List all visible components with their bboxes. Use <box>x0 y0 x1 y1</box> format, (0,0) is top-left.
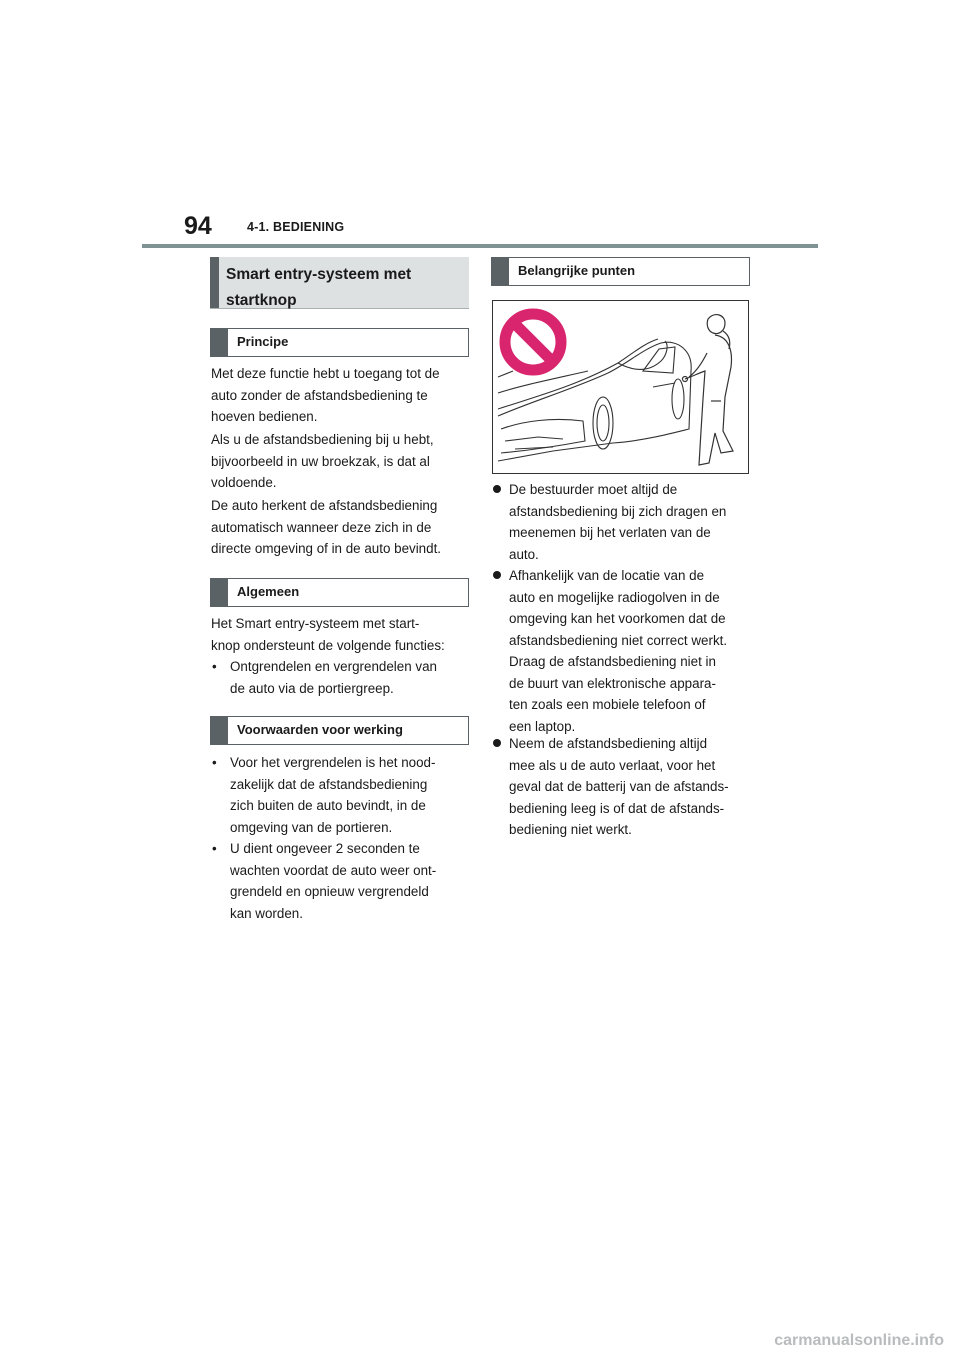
chapter-title: 4-1. BEDIENING <box>247 220 345 234</box>
subheading-accent-bar <box>491 257 509 286</box>
text-line: afstandsbediening niet correct werkt. <box>509 632 728 648</box>
text-line: directe omgeving of in de auto bevindt. <box>211 541 442 556</box>
text-line: knop ondersteunt de volgende functies: <box>211 637 445 653</box>
text-line: ten zoals een mobiele telefoon of <box>509 697 706 712</box>
header-rule <box>142 244 818 248</box>
watermark: carmanualsonline.info <box>774 1332 944 1349</box>
text-line: afstandsbediening bij zich dragen en <box>509 503 727 519</box>
text-line: U dient ongeveer 2 seconden te <box>230 841 420 856</box>
text-line: Voor het vergrendelen is het nood- <box>230 755 436 770</box>
subheading-label: Principe <box>237 334 289 349</box>
text-line: Afhankelijk van de locatie van de <box>509 568 705 583</box>
text-line: de buurt van elektronische appara- <box>509 675 716 691</box>
list-item <box>492 733 754 841</box>
bullet-mark: • <box>212 659 217 674</box>
text-line: hoeven bedienen. <box>211 409 318 424</box>
section-title-line: startknop <box>226 292 297 309</box>
text-line: zich buiten de auto bevindt, in de <box>230 798 426 813</box>
section-heading <box>210 257 469 309</box>
section-title <box>226 262 411 314</box>
text-line: Als u de afstandsbediening bij u hebt, <box>211 432 434 447</box>
subheading-label: Voorwaarden voor werking <box>237 722 403 737</box>
list-item <box>211 752 473 838</box>
subheading-accent-bar <box>210 328 228 357</box>
bullet-mark: • <box>212 755 217 770</box>
text-line: Neem de afstandsbediening altijd <box>509 736 708 751</box>
text-line: automatisch wanneer deze zich in de <box>211 519 432 535</box>
text-line: mee als u de auto verlaat, voor het <box>509 757 716 773</box>
section-title-line: Smart entry-systeem met <box>226 266 412 283</box>
paragraph <box>211 495 473 560</box>
paragraph <box>211 613 473 656</box>
subheading-principe <box>210 328 469 357</box>
subheading-label: Algemeen <box>237 584 300 599</box>
text-line: voldoende. <box>211 475 277 490</box>
text-line: omgeving kan het voorkomen dat de <box>509 611 726 626</box>
page-number: 94 <box>184 212 212 240</box>
subheading-accent-bar <box>210 716 228 745</box>
text-line: bediening leeg is of dat de afstands- <box>509 800 725 816</box>
bullet-dot <box>493 485 501 493</box>
prohibition-icon <box>505 314 561 370</box>
text-line: wachten voordat de auto weer ont- <box>230 862 437 878</box>
text-line: Ontgrendelen en vergrendelen van <box>230 659 437 674</box>
text-line: Draag de afstandsbediening niet in <box>509 654 716 669</box>
text-line: De bestuurder moet altijd de <box>509 482 678 497</box>
bullet-dot <box>493 739 501 747</box>
text-line: bediening niet werkt. <box>509 822 632 837</box>
text-line: geval dat de batterij van de afstands- <box>509 779 729 794</box>
paragraph <box>211 429 473 494</box>
list-item <box>492 565 754 737</box>
list-item <box>492 479 754 565</box>
heading-accent-bar <box>210 257 219 308</box>
text-line: auto. <box>509 546 539 562</box>
text-line: meenemen bij het verlaten van de <box>509 525 711 540</box>
text-line: auto zonder de afstandsbediening te <box>211 387 428 403</box>
subheading-accent-bar <box>210 578 228 607</box>
text-line: Het Smart entry-systeem met start- <box>211 616 420 631</box>
subheading-algemeen <box>210 578 469 607</box>
car-icon <box>498 339 691 461</box>
text-line: Met deze functie hebt u toegang tot de <box>211 366 440 381</box>
subheading-belangrijke-punten <box>491 257 750 286</box>
subheading-voorwaarden <box>210 716 469 745</box>
text-line: auto en mogelijke radiogolven in de <box>509 589 720 605</box>
text-line: kan worden. <box>230 905 303 921</box>
list-item <box>211 838 473 924</box>
text-line: de auto via de portiergreep. <box>230 680 394 696</box>
paragraph <box>211 363 473 428</box>
text-line: zakelijk dat de afstandsbediening <box>230 776 428 792</box>
bullet-dot <box>493 571 501 579</box>
illustration-svg <box>493 301 748 473</box>
text-line: bijvoorbeeld in uw broekzak, is dat al <box>211 453 430 469</box>
text-line: De auto herkent de afstandsbediening <box>211 498 438 513</box>
text-line: grendeld en opnieuw vergrendeld <box>230 884 429 899</box>
illustration-car-and-driver <box>492 300 749 474</box>
list-item <box>211 656 473 699</box>
text-line: omgeving van de portieren. <box>230 819 393 835</box>
bullet-mark: • <box>212 841 217 856</box>
text-line: een laptop. <box>509 718 576 734</box>
subheading-label: Belangrijke punten <box>518 263 636 278</box>
